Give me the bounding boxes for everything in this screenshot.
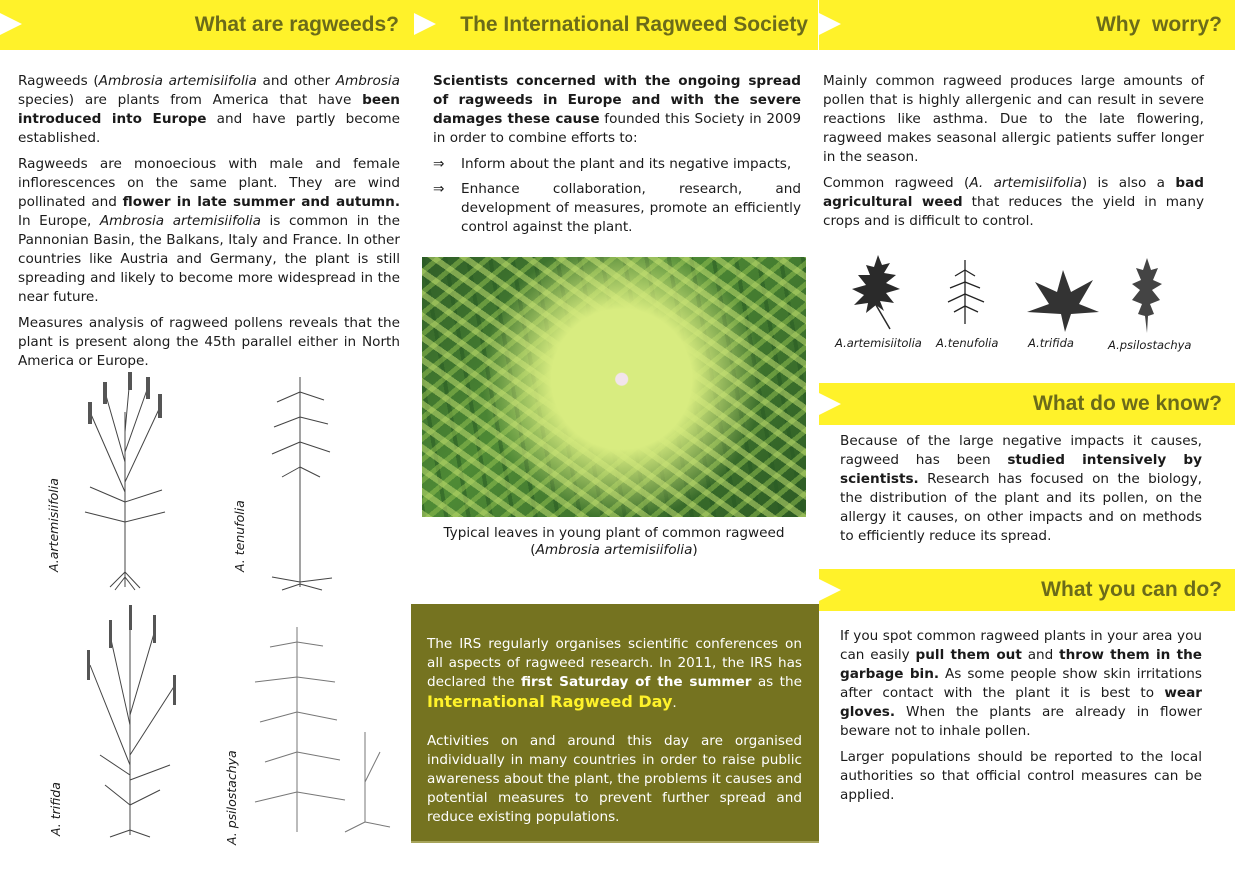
leaf-trifida-icon — [1027, 270, 1099, 332]
why-worry-text — [823, 72, 1204, 238]
leaf-label: A.psilostachya — [1108, 338, 1192, 352]
plant-sketch-tenufolia — [262, 372, 342, 592]
sketch-label: A.artemisiifolia — [46, 478, 61, 572]
leaf-artemisiifolia-icon — [850, 255, 905, 330]
leaf-psilostachya-icon — [1130, 258, 1164, 333]
paragraph: Scientists concerned with the ongoing spread of ragweeds in Europe and with the severe damages these cause founded this Society in 2009 in order to combine efforts to: — [433, 73, 801, 146]
ragweed-day-highlight: International Ragweed Day — [427, 692, 673, 711]
paragraph: Because of the large negative impacts it causes, ragweed has been studied intensively by scientists. Research has focused on the biology, the distribution of the plant and its pollen, on the allergy it causes, on other impacts and on methods to efficiently reduce its spread. — [840, 433, 1202, 544]
plant-sketch-trifida — [75, 605, 195, 840]
sketch-label: A. trifida — [48, 782, 63, 836]
paragraph: Measures analysis of ragweed pollens reveals that the plant is present along the 45th parallel either in North America or Europe. — [18, 315, 400, 369]
ragweed-photo — [422, 257, 806, 517]
paragraph: Larger populations should be reported to the local authorities so that official control measures can be applied. — [840, 749, 1202, 803]
photo-caption: Typical leaves in young plant of common ragweed (Ambrosia artemisiifolia) — [443, 525, 785, 558]
header-band-irs — [409, 0, 818, 50]
sketch-label: A. tenufolia — [232, 500, 247, 572]
leaf-label: A.trifida — [1028, 336, 1074, 350]
sketch-label: A. psilostachya — [224, 750, 239, 845]
what-you-can-do-text — [840, 627, 1202, 812]
arrow-icon — [819, 393, 841, 415]
leaf-comparison — [830, 250, 1200, 360]
arrow-icon — [0, 13, 22, 35]
paragraph: The IRS regularly organises scientific conferences on all aspects of ragweed research. In 2011, the IRS has declared the first Saturday of the summer as the International Ragweed Day. — [427, 636, 802, 711]
ragweed-day-box — [411, 604, 819, 843]
section-heading: What are ragweeds? — [194, 13, 399, 36]
paragraph: Ragweeds (Ambrosia artemisiifolia and other Ambrosia species) are plants from America that have been introduced into Europe and have partly become established. — [18, 73, 400, 146]
irs-intro-text — [433, 72, 801, 243]
section-heading: What you can do? — [1041, 578, 1222, 601]
header-band-what-you-can-do — [819, 569, 1235, 611]
list-item: ⇒ Enhance collaboration, research, and development of measures, promote an efficiently control against the plant. — [433, 181, 801, 235]
goals-list — [433, 155, 801, 237]
leaf-label: A.artemisiitolia — [835, 336, 922, 350]
arrow-icon — [819, 579, 841, 601]
section-heading: What do we know? — [1033, 392, 1222, 415]
paragraph: Activities on and around this day are organised individually in many countries in order to raise public awareness about the plant, the problems it causes and potential measures to prevent further spread and reduce existing populations. — [427, 733, 802, 825]
paragraph: Mainly common ragweed produces large amounts of pollen that is highly allergenic and can result in severe reactions like asthma. Due to the late flowering, ragweed makes seasonal allergic patients suffer longer in the season. — [823, 73, 1204, 165]
section-heading: The International Ragweed Society — [460, 13, 808, 36]
arrow-icon — [414, 13, 436, 35]
header-band-what-are-ragweeds — [0, 0, 409, 50]
leaf-label: A.tenufolia — [936, 336, 999, 350]
header-band-why-worry — [819, 0, 1235, 50]
double-arrow-icon: ⇒ — [433, 156, 445, 172]
list-item: ⇒ Inform about the plant and its negative impacts, — [433, 156, 792, 172]
what-do-we-know-text — [840, 432, 1202, 553]
plant-sketch-artemisiifolia — [70, 372, 180, 592]
section-heading: Why worry? — [1095, 13, 1222, 36]
paragraph: Ragweeds are monoecious with male and female inflorescences on the same plant. They are wind pollinated and flower in late summer and autumn. In Europe, Ambrosia artemisiifolia is common in the Pannonian Basin, the Balkans, Italy and France. In other countries like Austria and Germany, the plant is still spreading and likely to become more widespread in the near future. — [18, 156, 400, 305]
leaf-tenufolia-icon — [940, 258, 990, 328]
double-arrow-icon: ⇒ — [433, 181, 445, 197]
paragraph: If you spot common ragweed plants in your area you can easily pull them out and throw them in the garbage bin. As some people show skin irritations after contact with the plant it is best to wear gloves. When the plants are already in flower beware not to inhale pollen. — [840, 628, 1202, 739]
paragraph: Common ragweed (A. artemisiifolia) is also a bad agricultural weed that reduces the yield in many crops and is difficult to control. — [823, 175, 1204, 229]
header-band-what-do-we-know — [819, 383, 1235, 425]
what-are-ragweeds-text — [18, 72, 400, 378]
arrow-icon — [819, 13, 841, 35]
plant-sketch-psilostachya — [245, 622, 405, 837]
